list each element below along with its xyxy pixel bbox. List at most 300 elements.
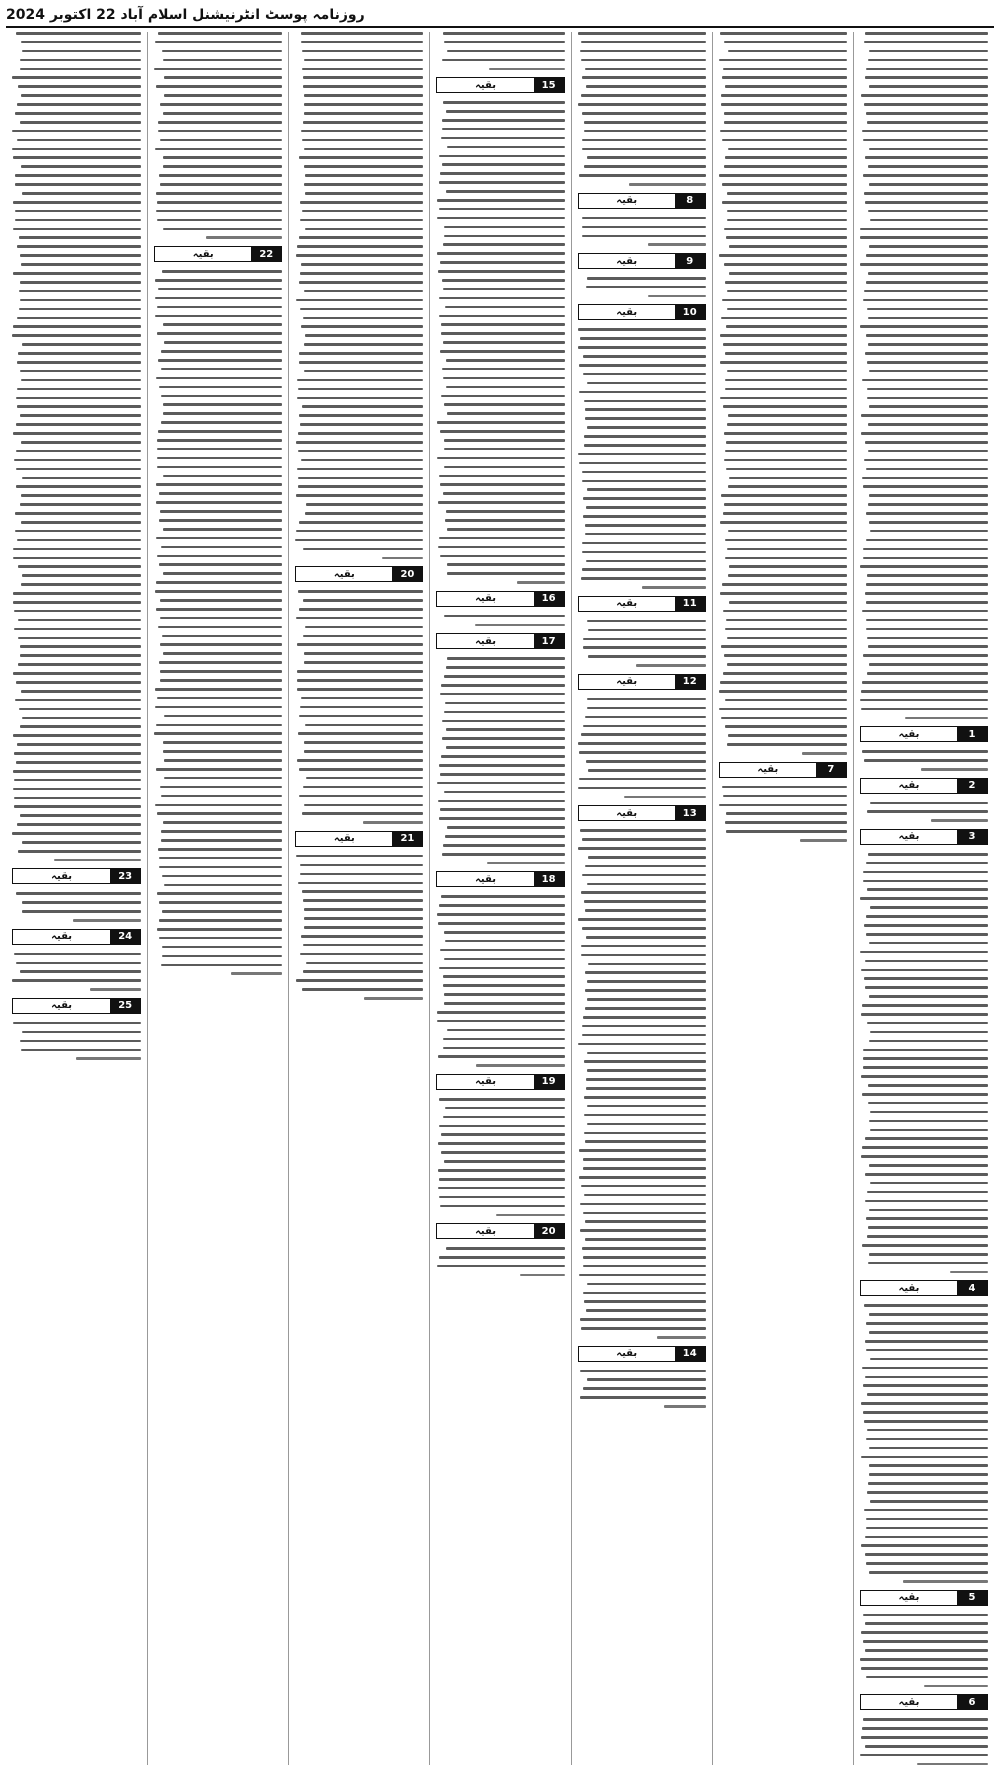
text-block [295, 32, 423, 559]
text-line [159, 661, 282, 664]
continuation-number: 25 [110, 999, 140, 1013]
text-line [14, 797, 141, 800]
text-line [587, 1378, 706, 1381]
text-line [725, 628, 846, 631]
text-line [861, 1544, 988, 1547]
text-line [18, 663, 141, 666]
text-line [869, 1464, 988, 1467]
text-line [156, 377, 283, 380]
text-line [302, 812, 423, 815]
text-line [17, 743, 141, 746]
text-line [298, 882, 424, 885]
text-line [158, 359, 282, 362]
text-line [304, 750, 423, 753]
text-line [950, 1271, 988, 1274]
text-line [866, 539, 988, 542]
text-line [648, 295, 706, 298]
text-line [159, 901, 282, 904]
continuation-tag [295, 831, 423, 847]
text-line [860, 565, 988, 568]
text-line [585, 1238, 706, 1241]
text-line [585, 533, 705, 536]
continuation-tag [860, 1590, 988, 1606]
article-columns [6, 32, 994, 1708]
text-line [585, 909, 706, 912]
text-line [870, 1500, 988, 1503]
text-line [860, 1658, 988, 1661]
text-line [445, 306, 565, 309]
continuation-tag [578, 253, 706, 269]
text-line [724, 432, 847, 435]
text-line [728, 530, 847, 533]
text-line [301, 459, 423, 462]
text-line [579, 1149, 705, 1152]
text-line [163, 228, 282, 231]
text-line [864, 1420, 988, 1423]
text-line [14, 953, 141, 956]
text-line [584, 1300, 706, 1303]
text-line [444, 466, 564, 469]
text-line [870, 1182, 988, 1185]
text-line [296, 441, 423, 444]
text-line [441, 684, 565, 687]
text-line [724, 228, 847, 231]
continuation-tag [154, 246, 282, 262]
text-line [724, 263, 847, 266]
text-line [156, 724, 282, 727]
text-line [862, 610, 988, 613]
text-line [301, 263, 423, 266]
text-line [446, 746, 564, 749]
text-line [869, 494, 988, 497]
text-line [867, 1429, 988, 1432]
text-line [727, 210, 847, 213]
text-line [21, 165, 141, 168]
continuation-label: بقیہ [579, 194, 675, 208]
text-line [866, 254, 988, 257]
text-line [299, 281, 423, 284]
text-line [580, 1396, 706, 1399]
text-line [867, 388, 988, 391]
continuation-label: بقیہ [13, 999, 110, 1013]
text-line [164, 76, 283, 79]
text-line [579, 462, 705, 465]
continuation-number: 21 [392, 832, 422, 846]
text-line [297, 245, 424, 248]
text-line [866, 1676, 988, 1679]
text-line [20, 654, 141, 657]
continuation-label: بقیہ [861, 1281, 957, 1295]
text-line [719, 254, 847, 257]
text-line [17, 139, 141, 142]
text-line [870, 1111, 988, 1114]
text-line [861, 1667, 988, 1670]
text-line [299, 414, 424, 417]
text-line [300, 423, 424, 426]
text-line [14, 752, 141, 755]
text-line [583, 1292, 706, 1295]
text-line [860, 1754, 988, 1757]
text-line [583, 1016, 706, 1019]
text-line [587, 707, 706, 710]
text-line [727, 548, 847, 551]
text-line [21, 494, 141, 497]
text-line [439, 1178, 565, 1181]
text-line [587, 998, 705, 1001]
text-line [446, 110, 564, 113]
text-line [586, 85, 705, 88]
text-line [155, 297, 283, 300]
text-line [861, 969, 988, 972]
text-line [582, 217, 705, 220]
text-block [436, 895, 564, 1067]
text-line [723, 512, 847, 515]
text-line [156, 768, 282, 771]
text-line [723, 610, 846, 613]
text-line [862, 1727, 988, 1730]
text-line [442, 737, 565, 740]
text-block [295, 590, 423, 824]
text-line [726, 468, 847, 471]
text-line [582, 1034, 705, 1037]
continuation-number: 14 [675, 1347, 705, 1361]
text-line [16, 962, 141, 965]
text-line [164, 884, 282, 887]
text-line [15, 210, 141, 213]
text-line [578, 787, 706, 790]
text-line [447, 657, 565, 660]
text-line [725, 281, 847, 284]
text-line [724, 503, 847, 506]
text-line [903, 1580, 988, 1583]
text-line [727, 370, 847, 373]
text-line [163, 59, 282, 62]
text-line [443, 492, 565, 495]
text-line [157, 928, 282, 931]
text-line [303, 317, 423, 320]
continuation-label: بقیہ [437, 872, 533, 886]
text-line [861, 414, 988, 417]
text-line [722, 786, 847, 789]
text-line [21, 583, 141, 586]
text-line [868, 210, 988, 213]
text-line [442, 279, 564, 282]
text-line [860, 263, 988, 266]
text-line [298, 432, 424, 435]
text-line [727, 423, 847, 426]
text-line [439, 764, 564, 767]
text-line [20, 414, 141, 417]
text-line [867, 810, 988, 813]
text-line [867, 1022, 988, 1025]
text-line [863, 485, 988, 488]
text-line [725, 557, 847, 560]
text-line [588, 629, 706, 632]
text-line [13, 1022, 141, 1025]
text-line [16, 485, 141, 488]
text-line [156, 85, 282, 88]
text-line [297, 688, 423, 691]
text-line [487, 862, 564, 865]
text-line [868, 59, 988, 62]
text-line [728, 485, 847, 488]
text-line [869, 148, 988, 151]
text-line [12, 832, 141, 835]
text-block [860, 1614, 988, 1688]
text-block [860, 32, 988, 719]
text-line [438, 546, 565, 549]
text-line [444, 791, 565, 794]
text-line [156, 210, 282, 213]
text-line [864, 759, 988, 762]
text-line [866, 1217, 988, 1220]
text-line [296, 855, 423, 858]
text-line [585, 716, 706, 719]
text-line [865, 1173, 988, 1176]
text-line [20, 503, 141, 506]
continuation-label: بقیہ [579, 1347, 675, 1361]
text-line [869, 521, 988, 524]
text-line [21, 263, 141, 266]
text-line [303, 944, 424, 947]
text-line [870, 906, 988, 909]
text-line [16, 450, 141, 453]
text-line [862, 681, 988, 684]
continuation-number: 23 [110, 869, 140, 883]
text-line [442, 720, 565, 723]
text-line [21, 379, 141, 382]
text-line [721, 717, 847, 720]
text-line [299, 521, 423, 524]
text-line [301, 130, 424, 133]
text-line [160, 183, 282, 186]
text-line [438, 1055, 564, 1058]
text-line [296, 254, 424, 257]
text-line [298, 590, 424, 593]
text-line [869, 1209, 988, 1212]
text-line [727, 308, 847, 311]
text-line [438, 501, 565, 504]
text-line [299, 361, 424, 364]
continuation-number: 17 [534, 634, 564, 648]
text-line [863, 1057, 988, 1060]
text-line [864, 924, 988, 927]
text-line [868, 1482, 988, 1485]
text-line [725, 379, 846, 382]
continuation-number: 15 [534, 78, 564, 92]
continuation-tag [578, 193, 706, 209]
text-line [869, 995, 988, 998]
text-line [164, 759, 282, 762]
text-line [728, 574, 847, 577]
text-line [863, 1066, 988, 1069]
text-line [163, 412, 282, 415]
text-line [585, 408, 705, 411]
text-line [164, 341, 282, 344]
text-line [579, 174, 705, 177]
text-block [860, 1718, 988, 1765]
text-line [157, 466, 282, 469]
text-line [582, 235, 706, 238]
text-line [586, 1078, 705, 1081]
text-line [304, 917, 423, 920]
text-line [439, 315, 565, 318]
text-line [869, 50, 988, 53]
text-line [155, 590, 282, 593]
text-block [578, 698, 706, 798]
text-line [866, 583, 988, 586]
text-line [581, 577, 706, 580]
continuation-number: 4 [957, 1281, 987, 1295]
text-line [13, 788, 141, 791]
text-line [445, 940, 565, 943]
text-line [865, 1622, 988, 1625]
text-line [12, 76, 141, 79]
text-line [578, 918, 706, 921]
text-line [13, 557, 141, 560]
text-line [868, 1084, 988, 1087]
text-line [721, 317, 846, 320]
text-line [304, 804, 423, 807]
text-line [299, 795, 423, 798]
text-line [866, 112, 988, 115]
text-line [860, 951, 988, 954]
text-line [303, 85, 423, 88]
text-line [867, 397, 988, 400]
text-line [861, 690, 988, 693]
text-line [301, 697, 424, 700]
text-line [726, 441, 846, 444]
text-line [725, 821, 847, 824]
text-line [578, 847, 705, 850]
text-block [12, 953, 141, 991]
text-line [720, 361, 846, 364]
text-line [584, 900, 706, 903]
text-line [301, 41, 423, 44]
text-line [442, 163, 564, 166]
text-line [721, 94, 847, 97]
text-block [12, 1022, 141, 1060]
text-block [436, 657, 564, 864]
text-line [870, 802, 988, 805]
text-line [583, 1167, 706, 1170]
text-line [720, 681, 847, 684]
text-line [157, 201, 283, 204]
text-line [723, 672, 847, 675]
text-line [164, 715, 282, 718]
text-line [581, 954, 706, 957]
text-line [22, 477, 141, 480]
text-line [163, 528, 283, 531]
text-line [301, 325, 424, 328]
text-block [578, 277, 706, 297]
article-column [853, 32, 994, 1765]
text-line [297, 643, 423, 646]
text-line [19, 308, 141, 311]
text-line [298, 450, 423, 453]
text-line [726, 812, 847, 815]
text-line [719, 59, 847, 62]
text-line [441, 895, 565, 898]
text-line [587, 1069, 706, 1072]
text-line [296, 530, 424, 533]
text-line [863, 1411, 988, 1414]
text-line [863, 880, 988, 883]
text-line [864, 103, 988, 106]
text-line [864, 290, 988, 293]
text-line [161, 350, 282, 353]
continuation-number: 16 [534, 592, 564, 606]
text-line [22, 574, 142, 577]
text-line [862, 1146, 988, 1149]
text-line [15, 219, 141, 222]
text-line [12, 148, 141, 151]
text-line [725, 388, 847, 391]
text-line [866, 1438, 988, 1441]
text-line [587, 488, 705, 491]
text-line [863, 1640, 988, 1643]
text-line [20, 725, 141, 728]
text-line [728, 50, 847, 53]
text-line [305, 626, 424, 629]
text-line [863, 654, 989, 657]
continuation-number: 13 [675, 806, 705, 820]
text-line [588, 963, 706, 966]
text-line [437, 252, 564, 255]
text-block [578, 217, 706, 246]
text-line [296, 299, 423, 302]
text-line [155, 315, 282, 318]
text-line [154, 68, 282, 71]
text-line [587, 382, 706, 385]
text-line [231, 972, 283, 975]
text-line [302, 210, 423, 213]
text-line [578, 328, 705, 331]
text-line [17, 103, 141, 106]
text-line [861, 94, 988, 97]
text-line [657, 1336, 706, 1339]
text-line [440, 773, 565, 776]
text-line [296, 979, 424, 982]
continuation-tag [578, 1346, 706, 1362]
text-line [585, 524, 706, 527]
text-line [14, 779, 142, 782]
text-line [158, 130, 282, 133]
text-line [582, 838, 706, 841]
text-line [439, 1196, 565, 1199]
continuation-tag [12, 868, 141, 884]
text-line [160, 617, 282, 620]
text-line [587, 1105, 706, 1108]
text-line [17, 405, 141, 408]
continuation-label: بقیہ [720, 763, 816, 777]
text-line [865, 960, 988, 963]
continuation-label: بقیہ [296, 567, 392, 581]
text-line [862, 1367, 988, 1370]
text-line [13, 592, 141, 595]
text-line [443, 1047, 564, 1050]
text-line [583, 497, 706, 500]
text-line [869, 942, 988, 945]
text-line [12, 334, 141, 337]
text-line [724, 165, 847, 168]
text-line [305, 334, 424, 337]
text-line [866, 334, 988, 337]
text-line [865, 441, 988, 444]
text-line [866, 915, 988, 918]
text-line [869, 85, 988, 88]
text-line [578, 346, 705, 349]
